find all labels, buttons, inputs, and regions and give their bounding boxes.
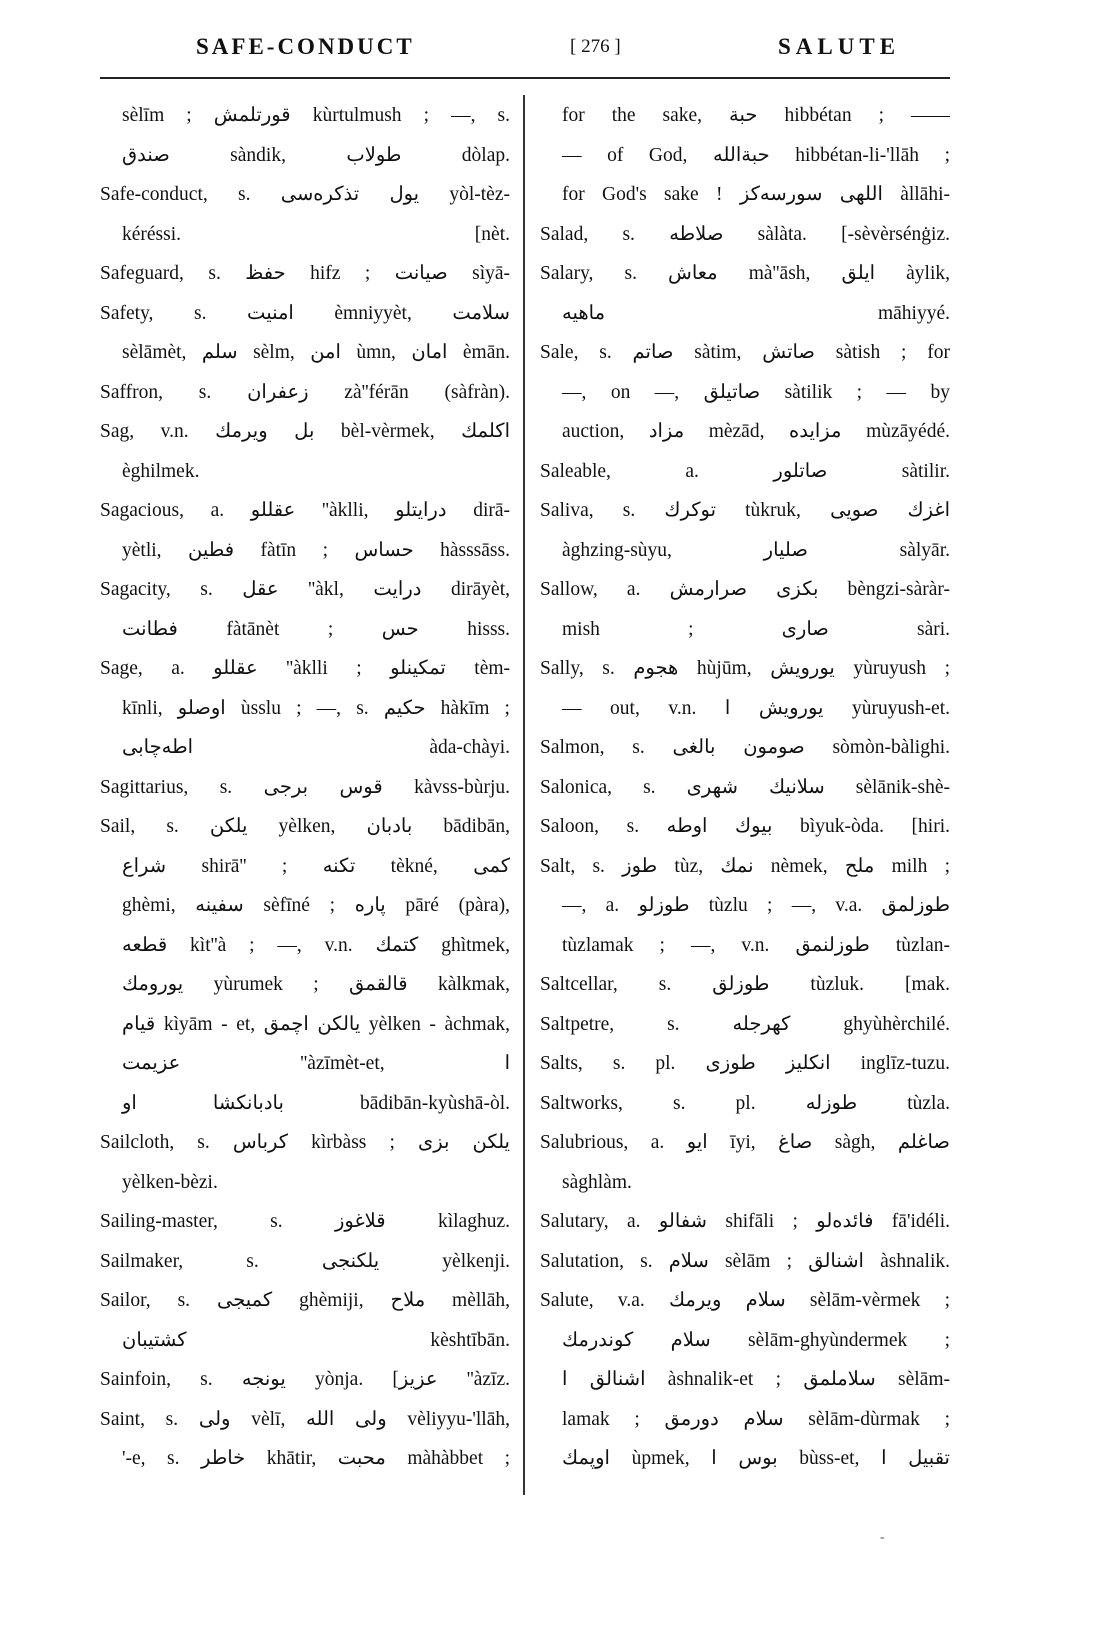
entry-line: Saltcellar, s. طوزلق tùzluk. [mak. bbox=[540, 974, 950, 995]
entry-line: kéréssi. [nèt. bbox=[122, 223, 510, 245]
entry-line: Salad, s. صلاطە sàlàta. [-sèvèrsénġiz. bbox=[540, 223, 950, 245]
header-left-guideword: SAFE-CONDUCT bbox=[196, 34, 415, 59]
entry-line: èghilmek. bbox=[122, 460, 200, 482]
entry-line: Saffron, s. زعفران zà''férān (sàfràn). bbox=[100, 381, 510, 403]
entry-line: Sale, s. صاتم sàtim, صاتش sàtish ; for bbox=[540, 342, 950, 363]
entry-line: for God's sake ! اللهى سورسەكز àllāhi- bbox=[562, 184, 950, 205]
entry-line: Salute, v.a. سلام ويرمك sèlām-vèrmek ; bbox=[540, 1290, 950, 1311]
entry-line: — of God, حبةالله hibbétan-li-'llāh ; bbox=[562, 144, 950, 166]
entry-line: Sagacious, a. عقللو ''àklli, درايتلو dirā- bbox=[100, 500, 510, 521]
entry-line: يورومك yùrumek ; قالقمق kàlkmak, bbox=[122, 974, 510, 995]
entry-line: Salonica, s. سلانيك شهرى sèlānik-shè- bbox=[540, 776, 950, 798]
entry-line: yètli, فطين fàtīn ; حساس hàsssāss. bbox=[122, 539, 510, 561]
entry-line: yèlken-bèzi. bbox=[122, 1171, 218, 1193]
entry-line: sèlāmèt, سلم sèlm, امن ùmn, امان èmān. bbox=[122, 342, 510, 363]
entry-line: Salmon, s. صومون بالغى sòmòn-bàlighi. bbox=[540, 737, 950, 758]
entry-line: '-e, s. خاطر khātir, محبت màhàbbet ; bbox=[122, 1448, 510, 1469]
entry-line: عزيمت ''àzīmèt-et, ا bbox=[122, 1053, 510, 1074]
entry-line: Sage, a. عقللو ''àklli ; تمكينلو tèm- bbox=[100, 658, 510, 679]
entry-line: Sailmaker, s. يلكنجى yèlkenji. bbox=[100, 1250, 510, 1272]
entry-line: قيام kìyām - et, يالكن اچمق yèlken - àchmak, bbox=[122, 1013, 510, 1035]
entry-line: auction, مزاد mèzād, مزايدە mùzāyédé. bbox=[562, 421, 950, 442]
entry-line: اشنالق ا àshnalik-et ; سلاملمق sèlām- bbox=[562, 1369, 950, 1390]
entry-line: سلام كوندرمك sèlām-ghyùndermek ; bbox=[562, 1329, 950, 1351]
entry-line: Saltpetre, s. كهرجلە ghyùhèrchilé. bbox=[540, 1013, 950, 1035]
entry-line: Saleable, a. صاتلور sàtilir. bbox=[540, 460, 950, 482]
entry-line: Sally, s. هجوم hùjūm, يورويش yùruyush ; bbox=[540, 658, 950, 679]
entry-line: اطەچابى àda-chàyi. bbox=[122, 737, 510, 758]
entry-line: Safety, s. امنيت èmniyyèt, سلامت bbox=[100, 302, 510, 324]
header-rule bbox=[100, 77, 950, 79]
entry-line: Safeguard, s. حفظ hifz ; صيانت sìyā- bbox=[100, 263, 510, 284]
entry-line: Sail, s. يلكن yèlken, بادبان bādibān, bbox=[100, 816, 510, 837]
entry-line: Saint, s. ولى vèlī, ولى الله vèliyyu-'llāh, bbox=[100, 1408, 510, 1430]
left-column bbox=[100, 96, 510, 1479]
entry-line: Salutary, a. شفالو shifāli ; فائدەلو fā'idéli. bbox=[540, 1211, 950, 1232]
entry-line: Sailing-master, s. قلاغوز kìlaghuz. bbox=[100, 1211, 510, 1232]
entry-line: sèlīm ; قورتلمش kùrtulmush ; —, s. bbox=[122, 105, 510, 126]
entry-line: بادبانكشا او bādibān-kyùshā-òl. bbox=[122, 1092, 510, 1114]
entry-line: Sailcloth, s. كرباس kìrbàss ; يلكن بزى bbox=[100, 1132, 510, 1153]
column-divider bbox=[523, 95, 525, 1495]
entry-line: for the sake, حبة hibbétan ; —— bbox=[562, 105, 950, 126]
entry-line: Saliva, s. توكرك tùkruk, اغزك صويى bbox=[540, 500, 950, 521]
entry-line: ghèmi, سفينە sèfīné ; پارە pāré (pàra), bbox=[122, 895, 510, 916]
entry-line: Salubrious, a. ايو īyi, صاغ sàgh, صاغلم bbox=[540, 1132, 950, 1153]
entry-line: —, a. طوزلو tùzlu ; —, v.a. طوزلمق bbox=[562, 895, 950, 916]
entry-line: —, on —, صاتيلق sàtilik ; — by bbox=[562, 381, 950, 403]
header-right-guideword: SALUTE bbox=[778, 34, 901, 59]
entry-line: lamak ; سلام دورمق sèlām-dùrmak ; bbox=[562, 1408, 950, 1430]
entry-line: قطعە kìt''à ; —, v.n. كتمك ghìtmek, bbox=[122, 934, 510, 956]
entry-line: Safe-conduct, s. يول تذكرەسى yòl-tèz- bbox=[100, 184, 510, 205]
entry-line: Sag, v.n. بل ويرمك bèl-vèrmek, اكلمك bbox=[100, 421, 510, 442]
entry-line: شراع shirā'' ; تكنە tèkné, كمى bbox=[122, 855, 510, 877]
entry-line: Salts, s. pl. انكليز طوزى inglīz-tuzu. bbox=[540, 1053, 950, 1074]
entry-line: mish ; صارى sàri. bbox=[562, 618, 950, 640]
entry-line: kīnli, اوصلو ùsslu ; —, s. حكيم hàkīm ; bbox=[122, 697, 510, 719]
entry-line: Sagacity, s. عقل ''àkl, درايت dirāyèt, bbox=[100, 579, 510, 600]
entry-line: tùzlamak ; —, v.n. طوزلنمق tùzlan- bbox=[562, 934, 950, 956]
entry-line: Sagittarius, s. قوس برجى kàvss-bùrju. bbox=[100, 776, 510, 798]
right-column bbox=[540, 96, 950, 1479]
entry-line: — out, v.n. يورويش ا yùruyush-et. bbox=[562, 697, 950, 719]
entry-line: Sailor, s. كميجى ghèmiji, ملاح mèllāh, bbox=[100, 1290, 510, 1311]
entry-line: Salt, s. طوز tùz, نمك nèmek, ملح milh ; bbox=[540, 855, 950, 877]
entry-line: àghzing-sùyu, صليار sàlyār. bbox=[562, 539, 950, 561]
entry-line: Saltworks, s. pl. طوزلە tùzla. bbox=[540, 1092, 950, 1114]
page-number: [ 276 ] bbox=[570, 36, 621, 57]
entry-line: Saloon, s. بيوك اوطه bìyuk-òda. [hiri. bbox=[540, 816, 950, 837]
entry-line: فطانت fàtānèt ; حس hisss. bbox=[122, 618, 510, 640]
entry-line: Salutation, s. سلام sèlām ; اشنالق àshnalik. bbox=[540, 1250, 950, 1272]
entry-line: ماهيە māhiyyé. bbox=[562, 302, 950, 324]
entry-line: Sallow, a. بكزى صرارمش bèngzi-sàràr- bbox=[540, 579, 950, 600]
entry-line: صندق sàndik, طولاب dòlap. bbox=[122, 144, 510, 166]
entry-line: Salary, s. معاش mà''āsh, ايلق àylik, bbox=[540, 263, 950, 284]
entry-line: sàghlàm. bbox=[562, 1171, 632, 1193]
entry-line: كشتيبان kèshtībān. bbox=[122, 1329, 510, 1351]
entry-line: اوپمك ùpmek, بوس ا bùss-et, تقبيل ا bbox=[562, 1448, 950, 1469]
entry-line: Sainfoin, s. يونجە yònja. [عزيز ''àzīz. bbox=[100, 1369, 510, 1390]
footer-mark: - bbox=[880, 1530, 885, 1545]
page-header bbox=[100, 34, 950, 74]
